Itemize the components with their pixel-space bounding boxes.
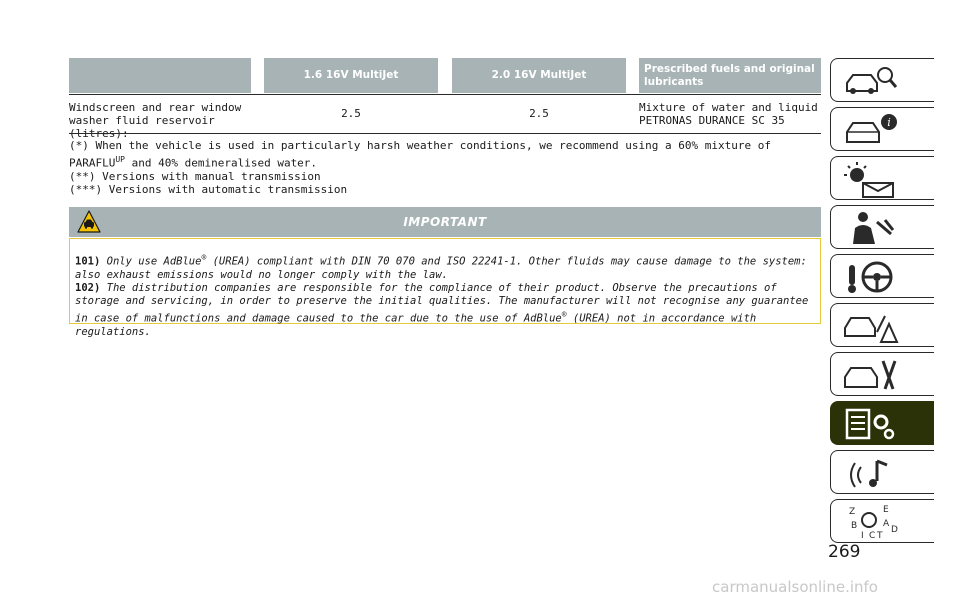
tab-multimedia[interactable]: [830, 450, 934, 494]
header-engine-2-0: 2.0 16V MultiJet: [452, 58, 626, 93]
footnote-2: (**) Versions with manual transmission: [69, 169, 321, 183]
important-item-101: 101) Only use AdBlue® (UREA) compliant with DIN 70 070 and ISO 22241-1. Other fluids may cause damage to the system: also exhaust emissions would no longer comply with the law.: [75, 253, 807, 281]
warning-lights-icon: [841, 159, 901, 199]
tab-technical-data[interactable]: [830, 401, 934, 445]
footnote-1: (*) When the vehicle is used in particularly harsh weather conditions, we recommend using a 60% mixture of $PARAFLU^{UP}$ and 40% demineralised water.: [69, 139, 771, 170]
tab-car-search[interactable]: [830, 58, 934, 102]
row-value-2-0: 2.5: [529, 107, 549, 120]
important-header: [69, 207, 821, 237]
index-icon: [841, 502, 901, 542]
header-cell-empty: [69, 58, 251, 93]
svg-text:I: I: [861, 531, 864, 541]
svg-text:A: A: [883, 519, 890, 529]
driving-icon: [841, 257, 901, 297]
safety-icon: [841, 208, 901, 248]
important-item-102: 102) The distribution companies are responsible for the compliance of their product. Observe the precautions of storage and servicing, in order to preserve the initial qualities. The manufacturer will not recognise any guarantee in case of malfunctions and damage caused to the car due to the use of AdBlue® (UREA) not in accordance with regulations.: [75, 281, 809, 339]
row-label: [69, 101, 259, 140]
table-divider: [69, 94, 821, 95]
car-search-icon: [841, 61, 901, 101]
tab-driving[interactable]: [830, 254, 934, 298]
footnotes: [69, 139, 821, 197]
header-engine-1-6: 1.6 16V MultiJet: [264, 58, 438, 93]
footnote-3: (***) Versions with automatic transmission: [69, 183, 348, 197]
row-label-line2: washer fluid reservoir (litres):: [69, 114, 215, 140]
tab-car-info[interactable]: [830, 107, 934, 151]
tab-index[interactable]: [830, 499, 934, 543]
svg-text:B: B: [851, 521, 858, 531]
technical-data-icon: [841, 404, 901, 444]
tab-breakdown[interactable]: [830, 303, 934, 347]
row-description: [639, 101, 829, 127]
multimedia-icon: [841, 453, 901, 493]
table-bottom-line: [69, 133, 821, 134]
tab-safety[interactable]: [830, 205, 934, 249]
tab-maintenance[interactable]: [830, 352, 934, 396]
maintenance-icon: [841, 355, 901, 395]
important-title: IMPORTANT: [403, 215, 487, 229]
row-value-1-6: 2.5: [341, 107, 361, 120]
header-fuels-lubricants: Prescribed fuels and original lubricants: [639, 58, 821, 93]
page-number: 269: [828, 542, 861, 562]
important-body: [69, 238, 821, 339]
breakdown-icon: [841, 306, 901, 346]
svg-text:C: C: [869, 531, 876, 541]
tab-warning-lights[interactable]: [830, 156, 934, 200]
svg-text:Z: Z: [849, 507, 856, 517]
row-desc-line2: PETRONAS DURANCE SC 35: [639, 114, 785, 127]
svg-text:T: T: [877, 531, 883, 541]
svg-text:D: D: [891, 525, 898, 535]
row-desc-line1: Mixture of water and liquid: [639, 101, 818, 114]
svg-text:E: E: [883, 505, 889, 515]
svg-text:i: i: [887, 116, 891, 129]
watermark: carmanualsonline.info: [712, 578, 878, 596]
row-label-line1: Windscreen and rear window: [69, 101, 242, 114]
car-info-icon: [841, 110, 901, 150]
